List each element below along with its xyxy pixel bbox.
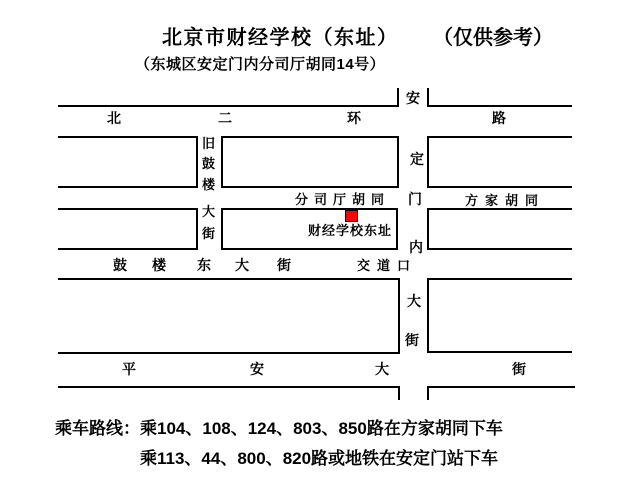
gulou-east-label-char: 鼓 bbox=[113, 257, 127, 273]
ring-road-label-char: 路 bbox=[492, 110, 506, 126]
page-title: 北京市财经学校（东址） bbox=[162, 27, 399, 49]
pingan-road-label-char: 大 bbox=[375, 361, 389, 377]
school-location-marker bbox=[345, 210, 358, 222]
school-label: 财经学校东址 bbox=[308, 223, 393, 238]
vertical-road-label-char: 大 bbox=[407, 293, 421, 309]
pingan-road-line-east bbox=[427, 386, 575, 388]
jiugulou-street-label-char: 楼 bbox=[202, 177, 216, 192]
bus-route-note-2: 乘113、44、800、820路或地铁在安定门站下车 bbox=[140, 449, 499, 468]
city-block-sw bbox=[58, 278, 400, 354]
city-block-se bbox=[427, 278, 572, 353]
vertical-road-label-char: 内 bbox=[409, 239, 423, 255]
gulou-east-label-char: 街 bbox=[277, 257, 291, 273]
pingan-road-label-char: 安 bbox=[250, 361, 264, 377]
ring-road-line-west bbox=[58, 105, 398, 107]
jiugulou-street-label-char: 大 bbox=[202, 204, 216, 219]
vertical-road-label-char: 门 bbox=[408, 191, 422, 207]
city-block-nw bbox=[58, 136, 198, 188]
jiugulou-street-label-char: 旧 bbox=[202, 136, 216, 151]
address-subtitle: （东城区安定门内分司厅胡同14号） bbox=[135, 56, 386, 73]
city-block-ne bbox=[427, 136, 572, 188]
bus-route-note-1: 乘车路线：乘104、108、124、803、850路在方家胡同下车 bbox=[55, 419, 503, 438]
gulou-east-label-char: 大 bbox=[235, 257, 249, 273]
fensiting-hutong-label: 分司厅胡同 bbox=[295, 192, 391, 207]
gulou-east-label-char: 楼 bbox=[152, 257, 166, 273]
vertical-road-edge-bottom-west bbox=[398, 386, 400, 400]
vertical-road-label-char: 街 bbox=[405, 332, 419, 348]
fangjia-hutong-label: 方家胡同 bbox=[465, 193, 546, 208]
pingan-road-label-char: 平 bbox=[122, 361, 136, 377]
jiugulou-street-label-char: 街 bbox=[202, 226, 216, 241]
vertical-road-edge-bottom-east bbox=[427, 386, 429, 400]
ring-road-label-char: 环 bbox=[347, 110, 361, 126]
vertical-road-label-char: 安 bbox=[406, 90, 420, 106]
city-block-w-mid bbox=[58, 208, 198, 250]
city-block-e-mid bbox=[427, 208, 572, 250]
jiaodaokou-label: 交道口 bbox=[357, 258, 418, 273]
city-block-n-mid bbox=[221, 136, 399, 188]
ring-road-label-char: 北 bbox=[107, 110, 121, 126]
pingan-road-label-char: 街 bbox=[512, 361, 526, 377]
vertical-road-label-char: 定 bbox=[410, 151, 424, 167]
jiugulou-street-label-char: 鼓 bbox=[202, 156, 216, 171]
pingan-road-line-west bbox=[58, 386, 400, 388]
gulou-east-label-char: 东 bbox=[197, 257, 211, 273]
ring-road-label-char: 二 bbox=[218, 110, 232, 126]
ring-road-line-east bbox=[427, 105, 572, 107]
vertical-road-edge-top-west bbox=[397, 88, 399, 107]
title-disclaimer: （仅供参考） bbox=[433, 27, 553, 49]
vertical-road-edge-top-east bbox=[427, 88, 429, 107]
